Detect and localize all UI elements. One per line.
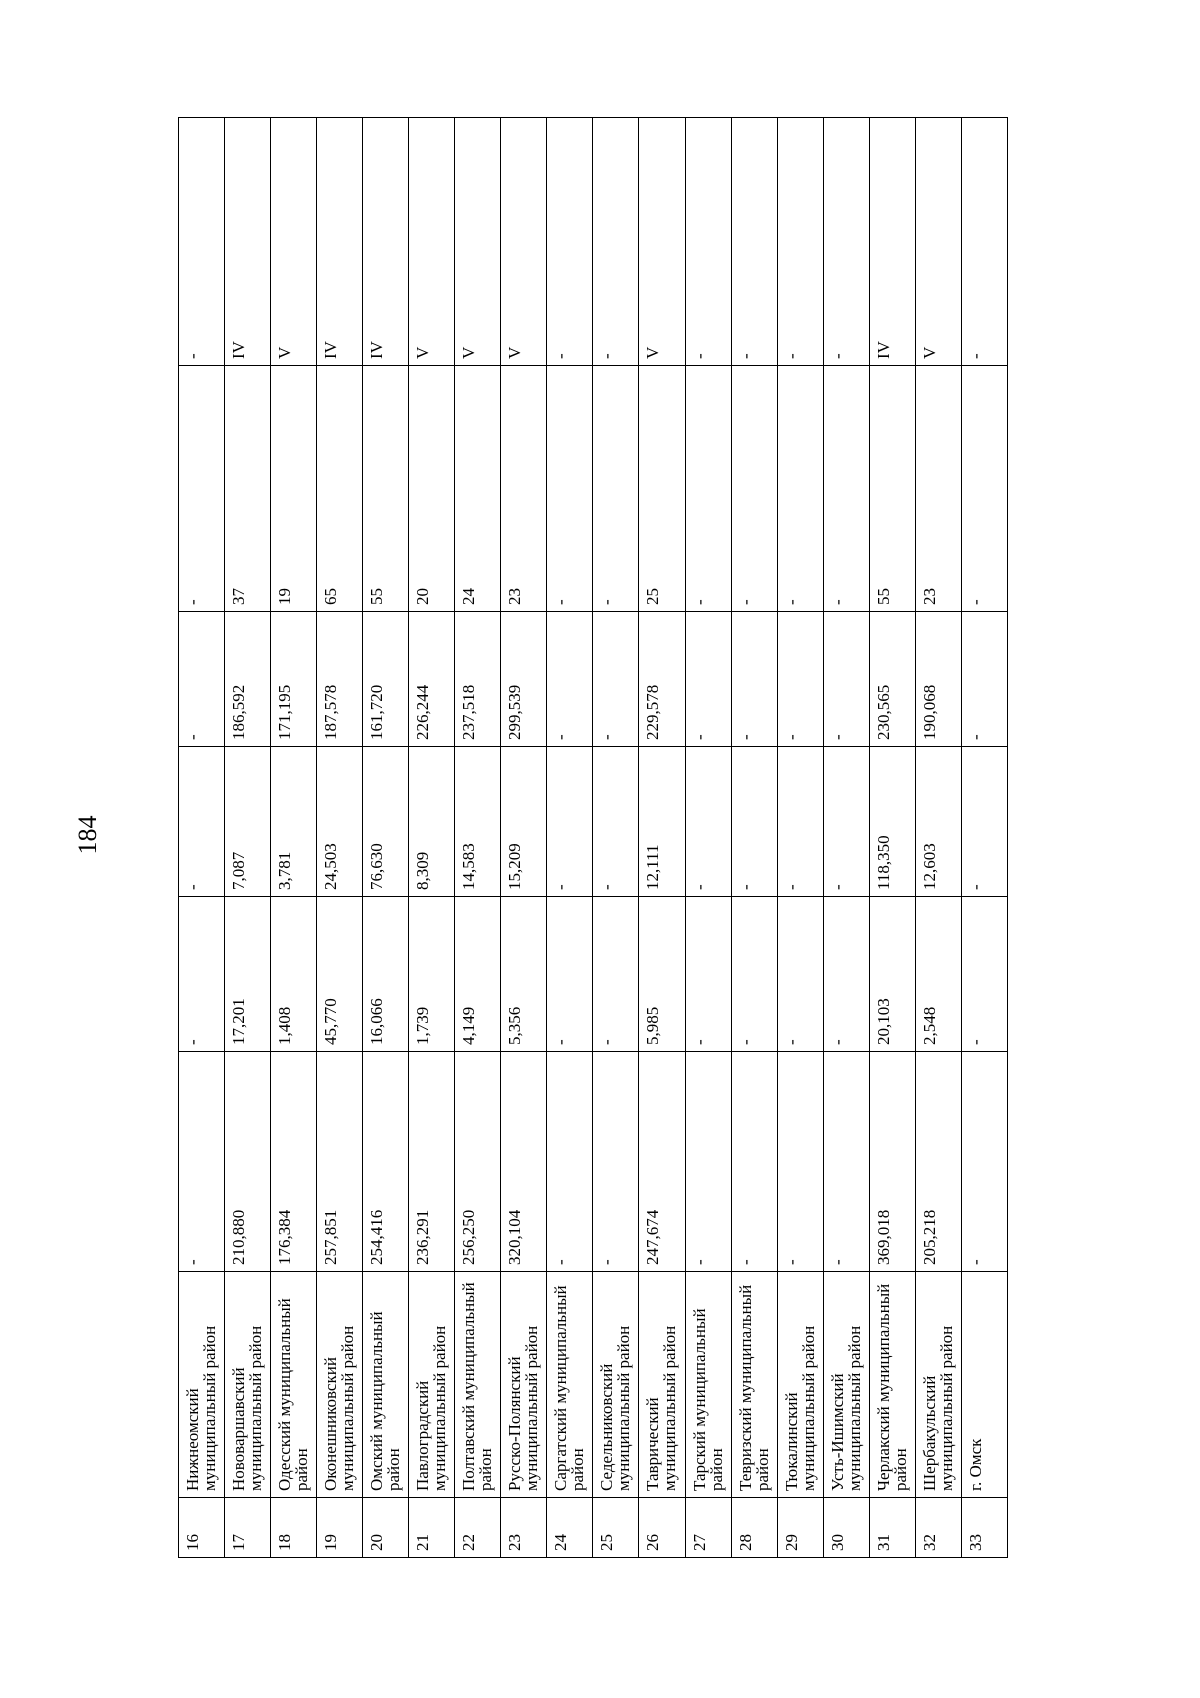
table-body [179, 118, 1008, 1558]
category-cell: - [685, 118, 731, 366]
value-cell-1: - [731, 1052, 777, 1272]
district-name-cell: Тарский муниципальный район [685, 1272, 731, 1498]
row-number-cell: 24 [547, 1498, 593, 1558]
value-cell-3: 12,603 [915, 747, 961, 897]
value-cell-1: - [961, 1052, 1007, 1272]
value-cell-1: 369,018 [869, 1052, 915, 1272]
category-cell: IV [225, 118, 271, 366]
value-cell-3: - [823, 747, 869, 897]
value-cell-4: 230,565 [869, 612, 915, 747]
table-row [409, 118, 455, 1558]
value-cell-5: 24 [455, 366, 501, 612]
table-row [593, 118, 639, 1558]
district-name-cell: Омский муниципальный район [363, 1272, 409, 1498]
value-cell-1: 247,674 [639, 1052, 685, 1272]
value-cell-2: - [823, 897, 869, 1052]
value-cell-3: - [593, 747, 639, 897]
table-row [547, 118, 593, 1558]
value-cell-3: - [777, 747, 823, 897]
table-row [271, 118, 317, 1558]
value-cell-3: 24,503 [317, 747, 363, 897]
row-number-cell: 19 [317, 1498, 363, 1558]
value-cell-5: 65 [317, 366, 363, 612]
district-name-cell: Оконешниковский муниципальный район [317, 1272, 363, 1498]
row-number-cell: 32 [915, 1498, 961, 1558]
row-number-cell: 20 [363, 1498, 409, 1558]
value-cell-2: 5,985 [639, 897, 685, 1052]
value-cell-2: 16,066 [363, 897, 409, 1052]
category-cell: V [501, 118, 547, 366]
table-row [363, 118, 409, 1558]
value-cell-4: 226,244 [409, 612, 455, 747]
value-cell-3: 76,630 [363, 747, 409, 897]
value-cell-4: - [731, 612, 777, 747]
value-cell-4: - [685, 612, 731, 747]
row-number-cell: 18 [271, 1498, 317, 1558]
row-number-cell: 28 [731, 1498, 777, 1558]
value-cell-5: - [547, 366, 593, 612]
value-cell-5: - [179, 366, 225, 612]
value-cell-3: - [961, 747, 1007, 897]
value-cell-5: 19 [271, 366, 317, 612]
table-row [961, 118, 1007, 1558]
value-cell-4: - [179, 612, 225, 747]
table-row [823, 118, 869, 1558]
value-cell-3: 8,309 [409, 747, 455, 897]
value-cell-3: - [547, 747, 593, 897]
value-cell-1: - [547, 1052, 593, 1272]
page-number: 184 [73, 815, 102, 855]
row-number-cell: 29 [777, 1498, 823, 1558]
row-number-cell: 17 [225, 1498, 271, 1558]
value-cell-5: 20 [409, 366, 455, 612]
value-cell-3: 3,781 [271, 747, 317, 897]
value-cell-1: - [593, 1052, 639, 1272]
table-row [915, 118, 961, 1558]
district-name-cell: Шербакульский муниципальный район [915, 1272, 961, 1498]
value-cell-3: 15,209 [501, 747, 547, 897]
row-number-cell: 25 [593, 1498, 639, 1558]
value-cell-4: 190,068 [915, 612, 961, 747]
district-name-cell: Саргатский муниципальный район [547, 1272, 593, 1498]
value-cell-5: - [593, 366, 639, 612]
value-cell-3: - [685, 747, 731, 897]
table-row [455, 118, 501, 1558]
table-row [731, 118, 777, 1558]
category-cell: IV [317, 118, 363, 366]
district-name-cell: Павлоградский муниципальный район [409, 1272, 455, 1498]
value-cell-1: 236,291 [409, 1052, 455, 1272]
value-cell-1: 256,250 [455, 1052, 501, 1272]
value-cell-5: - [961, 366, 1007, 612]
district-name-cell: Усть-Ишимский муниципальный район [823, 1272, 869, 1498]
value-cell-2: - [593, 897, 639, 1052]
value-cell-1: - [823, 1052, 869, 1272]
category-cell: - [547, 118, 593, 366]
row-number-cell: 31 [869, 1498, 915, 1558]
category-cell: - [961, 118, 1007, 366]
value-cell-2: - [961, 897, 1007, 1052]
district-name-cell: Русско-Полянский муниципальный район [501, 1272, 547, 1498]
district-name-cell: Таврический муниципальный район [639, 1272, 685, 1498]
value-cell-4: - [823, 612, 869, 747]
value-cell-1: 254,416 [363, 1052, 409, 1272]
value-cell-1: - [685, 1052, 731, 1272]
value-cell-2: 1,739 [409, 897, 455, 1052]
value-cell-2: 5,356 [501, 897, 547, 1052]
value-cell-4: 187,578 [317, 612, 363, 747]
value-cell-5: 23 [915, 366, 961, 612]
district-name-cell: Седельниковский муниципальный район [593, 1272, 639, 1498]
table-row [869, 118, 915, 1558]
value-cell-1: - [777, 1052, 823, 1272]
value-cell-4: - [777, 612, 823, 747]
value-cell-4: - [961, 612, 1007, 747]
value-cell-5: - [731, 366, 777, 612]
value-cell-2: - [179, 897, 225, 1052]
value-cell-3: 118,350 [869, 747, 915, 897]
district-name-cell: Тевризский муниципальный район [731, 1272, 777, 1498]
district-name-cell: Тюкалинский муниципальный район [777, 1272, 823, 1498]
value-cell-1: 176,384 [271, 1052, 317, 1272]
value-cell-1: 257,851 [317, 1052, 363, 1272]
category-cell: - [777, 118, 823, 366]
value-cell-3: - [179, 747, 225, 897]
value-cell-2: 17,201 [225, 897, 271, 1052]
value-cell-2: 1,408 [271, 897, 317, 1052]
value-cell-4: 171,195 [271, 612, 317, 747]
category-cell: - [731, 118, 777, 366]
value-cell-3: 12,111 [639, 747, 685, 897]
value-cell-3: - [731, 747, 777, 897]
table-row [317, 118, 363, 1558]
table-container [178, 118, 1008, 1558]
value-cell-1: 205,218 [915, 1052, 961, 1272]
value-cell-5: - [777, 366, 823, 612]
value-cell-5: 25 [639, 366, 685, 612]
value-cell-1: - [179, 1052, 225, 1272]
value-cell-4: 161,720 [363, 612, 409, 747]
value-cell-5: 37 [225, 366, 271, 612]
value-cell-4: 229,578 [639, 612, 685, 747]
district-name-cell: Нижнеомский муниципальный район [179, 1272, 225, 1498]
row-number-cell: 26 [639, 1498, 685, 1558]
table-row [639, 118, 685, 1558]
data-table [178, 117, 1008, 1558]
value-cell-1: 210,880 [225, 1052, 271, 1272]
value-cell-5: 55 [363, 366, 409, 612]
value-cell-2: - [731, 897, 777, 1052]
row-number-cell: 22 [455, 1498, 501, 1558]
row-number-cell: 21 [409, 1498, 455, 1558]
value-cell-1: 320,104 [501, 1052, 547, 1272]
category-cell: V [915, 118, 961, 366]
category-cell: - [823, 118, 869, 366]
district-name-cell: г. Омск [961, 1272, 1007, 1498]
row-number-cell: 33 [961, 1498, 1007, 1558]
value-cell-4: 186,592 [225, 612, 271, 747]
category-cell: - [593, 118, 639, 366]
value-cell-2: - [685, 897, 731, 1052]
value-cell-4: 237,518 [455, 612, 501, 747]
district-name-cell: Одесский муниципальный район [271, 1272, 317, 1498]
row-number-cell: 23 [501, 1498, 547, 1558]
table-row [179, 118, 225, 1558]
value-cell-5: 55 [869, 366, 915, 612]
value-cell-2: 4,149 [455, 897, 501, 1052]
district-name-cell: Полтавский муниципальный район [455, 1272, 501, 1498]
value-cell-4: - [547, 612, 593, 747]
value-cell-2: - [547, 897, 593, 1052]
district-name-cell: Нововаршавский муниципальный район [225, 1272, 271, 1498]
category-cell: V [409, 118, 455, 366]
value-cell-5: - [685, 366, 731, 612]
value-cell-4: 299,539 [501, 612, 547, 747]
row-number-cell: 27 [685, 1498, 731, 1558]
value-cell-2: 20,103 [869, 897, 915, 1052]
value-cell-5: - [823, 366, 869, 612]
value-cell-5: 23 [501, 366, 547, 612]
table-row [685, 118, 731, 1558]
value-cell-3: 14,583 [455, 747, 501, 897]
value-cell-2: 45,770 [317, 897, 363, 1052]
category-cell: IV [869, 118, 915, 366]
category-cell: IV [363, 118, 409, 366]
category-cell: V [639, 118, 685, 366]
row-number-cell: 30 [823, 1498, 869, 1558]
value-cell-3: 7,087 [225, 747, 271, 897]
category-cell: - [179, 118, 225, 366]
table-row [225, 118, 271, 1558]
table-row [777, 118, 823, 1558]
value-cell-2: - [777, 897, 823, 1052]
category-cell: V [271, 118, 317, 366]
value-cell-4: - [593, 612, 639, 747]
district-name-cell: Черлакский муниципальный район [869, 1272, 915, 1498]
category-cell: V [455, 118, 501, 366]
row-number-cell: 16 [179, 1498, 225, 1558]
table-row [501, 118, 547, 1558]
value-cell-2: 2,548 [915, 897, 961, 1052]
